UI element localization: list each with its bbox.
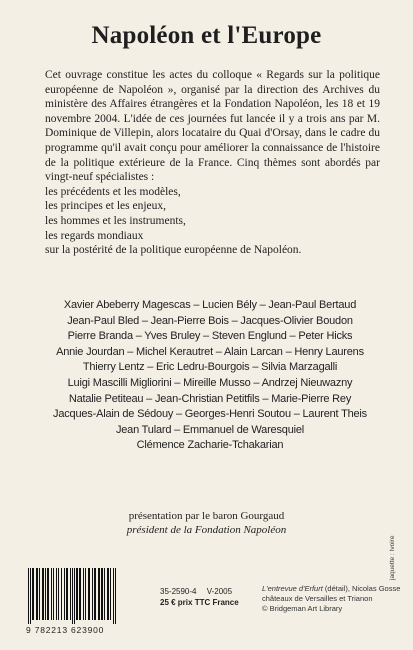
- author-row: Clémence Zacharie-Tchakarian: [136, 439, 284, 452]
- barcode-bar: [98, 568, 100, 620]
- barcode-bar: [85, 568, 86, 620]
- intro-text: [45, 68, 380, 258]
- theme-item: sur la postérité de la politique européenne de Napoléon.: [45, 244, 302, 257]
- vertical-credit: jaquette : Ivoire: [389, 535, 396, 580]
- barcode-bar: [39, 568, 40, 620]
- barcode-bar: [42, 568, 44, 620]
- author-row: Annie Jourdan – Michel Kerautret – Alain Larcan – Henry Laurens: [56, 345, 364, 358]
- author-row: Luigi Mascilli Migliorini – Mireille Musso – Andrzej Nieuwazny: [67, 376, 353, 389]
- barcode-bar: [70, 568, 71, 620]
- barcode-bar: [104, 568, 105, 620]
- theme-item: les principes et les enjeux,: [45, 200, 167, 213]
- barcode-bar: [94, 568, 96, 620]
- barcode-bar: [30, 568, 31, 624]
- barcode-bar: [58, 568, 59, 620]
- barcode-bar: [76, 568, 78, 620]
- barcode-bar: [113, 568, 114, 624]
- author-row: Thierry Lentz – Eric Ledru-Bourgois – Silvia Marzagalli: [82, 361, 338, 374]
- barcode-bar: [110, 568, 111, 620]
- image-credit: [262, 584, 400, 614]
- artwork-location: châteaux de Versailles et Trianon: [262, 594, 373, 603]
- author-row: Jean-Paul Bled – Jean-Pierre Bois – Jacques-Olivier Boudon: [67, 314, 353, 327]
- barcode-bar: [92, 568, 93, 620]
- barcode-bar: [32, 568, 34, 620]
- barcode-bar: [61, 568, 62, 620]
- barcode-bar: [74, 568, 75, 624]
- author-list: [30, 298, 390, 454]
- theme-item: les regards mondiaux: [45, 229, 144, 242]
- presentation-subtitle: président de la Fondation Napoléon: [126, 524, 287, 536]
- reference-number: 35-2590-4: [160, 587, 197, 596]
- author-row: Jean Tulard – Emmanuel de Waresquiel: [115, 423, 305, 436]
- book-meta: [160, 586, 239, 608]
- barcode-number: 9 782213 623900: [26, 625, 105, 635]
- barcode-bar: [28, 568, 29, 624]
- artwork-title: L'entrevue d'Erfurt: [262, 584, 323, 593]
- barcode-bar: [88, 568, 90, 620]
- barcode-bar: [79, 568, 81, 620]
- theme-item: les précédents et les modèles,: [45, 185, 181, 198]
- barcode-bar: [83, 568, 84, 620]
- barcode-bar: [107, 568, 109, 620]
- version-code: V-2005: [206, 587, 233, 596]
- barcode-bar: [66, 568, 68, 620]
- intro-paragraph: Cet ouvrage constitue les actes du colloque « Regards sur la politique européenne de Napoléon », organisé par la direction des Archives du ministère des Affaires étrangères et la Fondation Napoléon, les 18 et 19 novembre 2004. L'idée de ces journées fut lancée il y a trois ans par M. Dominique de Villepin, alors locataire du Quai d'Orsay, dans le cadre du programme qu'il avait conçu pour améliorer la connaissance de l'histoire de la politique extérieure de la France. Cinq thèmes sont abordés par vingt-neuf spécialistes :: [45, 69, 380, 184]
- author-row: Jacques-Alain de Sédouy – Georges-Henri Soutou – Laurent Theis: [53, 408, 367, 421]
- presentation-line: présentation par le baron Gourgaud: [128, 510, 285, 522]
- barcode-bar: [51, 568, 52, 620]
- barcode-bar: [56, 568, 57, 620]
- presentation-block: [0, 509, 413, 537]
- barcode-bar: [36, 568, 38, 620]
- barcode-bars: [26, 568, 144, 624]
- artwork-copyright: © Bridgeman Art Library: [262, 604, 343, 613]
- barcode-bar: [101, 568, 103, 620]
- author-row: Natalie Petiteau – Jean-Christian Petitfils – Marie-Pierre Rey: [68, 392, 352, 405]
- book-title: Napoléon et l'Europe: [91, 22, 322, 49]
- barcode-bar: [72, 568, 73, 624]
- artwork-detail: (détail), Nicolas Gosse: [324, 584, 401, 593]
- price-label: 25 € prix TTC France: [160, 598, 239, 607]
- barcode-bar: [47, 568, 49, 620]
- author-row: Xavier Abeberry Magescas – Lucien Bély – Jean-Paul Bertaud: [63, 299, 357, 311]
- barcode-bar: [64, 568, 65, 620]
- theme-item: les hommes et les instruments,: [45, 214, 186, 227]
- author-row: Pierre Branda – Yves Bruley – Steven Englund – Peter Hicks: [67, 330, 353, 343]
- barcode-bar: [45, 568, 46, 620]
- barcode-bar: [53, 568, 54, 620]
- barcode-bar: [115, 568, 116, 624]
